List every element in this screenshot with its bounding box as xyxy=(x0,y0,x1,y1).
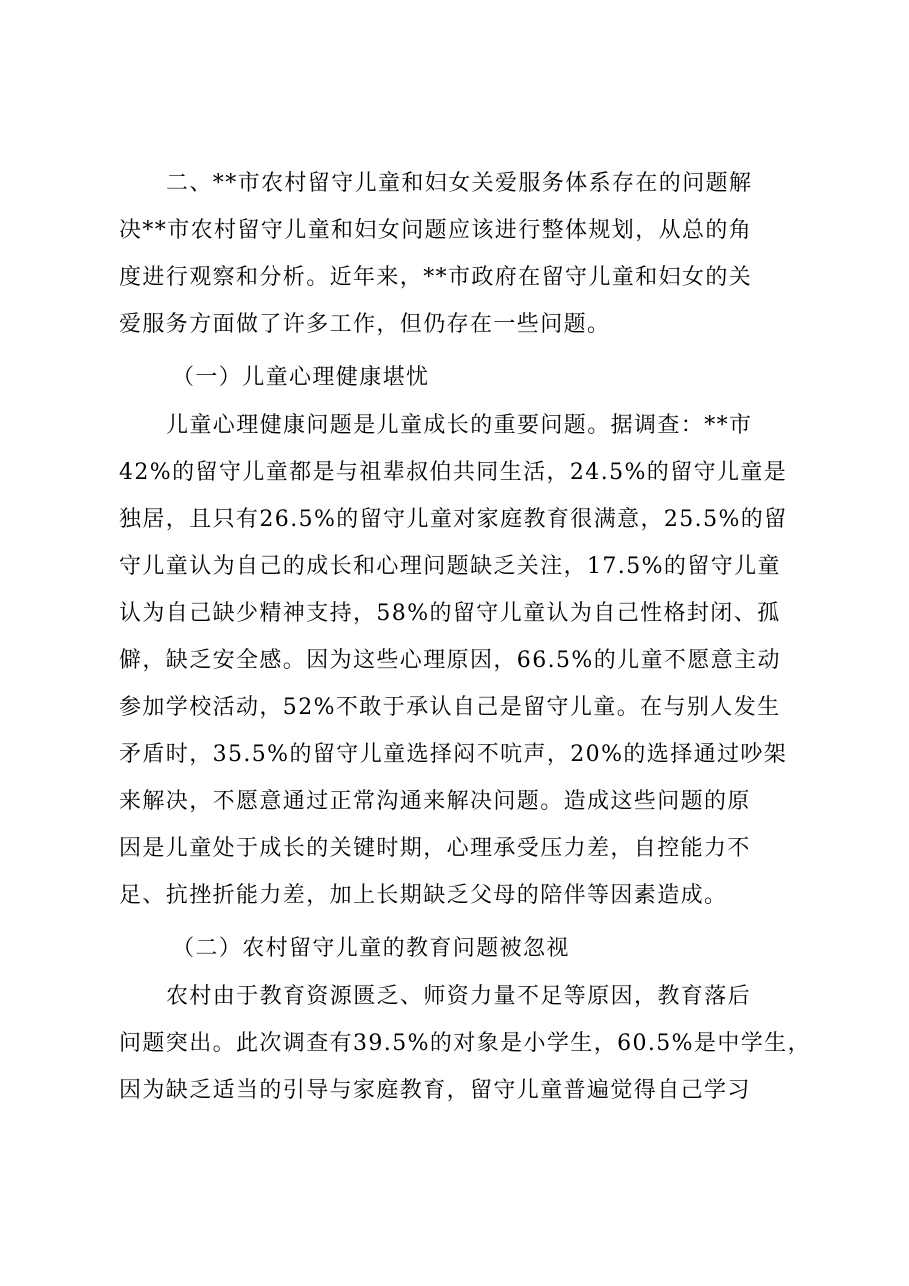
section-heading: （二）农村留守儿童的教育问题被忽视 xyxy=(172,936,570,961)
paragraph-line: 二、**市农村留守儿童和妇女关爱服务体系存在的问题解 xyxy=(166,171,753,196)
paragraph-line: 42%的留守儿童都是与祖辈叔伯共同生活，24.5%的留守儿童是 xyxy=(119,460,788,485)
paragraph-line: 问题突出。此次调查有39.5%的对象是小学生，60.5%是中学生， xyxy=(119,1031,811,1056)
paragraph-line: 因是儿童处于成长的关键时期，心理承受压力差，自控能力不 xyxy=(119,836,751,861)
paragraph-line: 农村由于教育资源匮乏、师资力量不足等原因，教育落后 xyxy=(166,984,752,1009)
paragraph-line: 守儿童认为自己的成长和心理问题缺乏关注，17.5%的留守儿童 xyxy=(119,554,781,579)
paragraph-line: 爱服务方面做了许多工作，但仍存在一些问题。 xyxy=(119,312,611,337)
paragraph-line: 僻，缺乏安全感。因为这些心理原因，66.5%的儿童不愿意主动 xyxy=(119,648,781,673)
paragraph-line: 度进行观察和分析。近年来，**市政府在留守儿童和妇女的关 xyxy=(119,265,753,290)
section-heading: （一）儿童心理健康堪忧 xyxy=(172,365,430,390)
paragraph-line: 矛盾时，35.5%的留守儿童选择闷不吭声，20%的选择通过吵架 xyxy=(119,742,788,767)
paragraph-line: 参加学校活动，52%不敢于承认自己是留守儿童。在与别人发生 xyxy=(119,695,781,720)
paragraph-line: 决**市农村留守儿童和妇女问题应该进行整体规划，从总的角 xyxy=(119,218,753,243)
paragraph-line: 儿童心理健康问题是儿童成长的重要问题。据调查：**市 xyxy=(166,413,753,438)
paragraph-line: 足、抗挫折能力差，加上长期缺乏父母的陪伴等因素造成。 xyxy=(119,883,728,908)
paragraph-line: 因为缺乏适当的引导与家庭教育，留守儿童普遍觉得自己学习 xyxy=(119,1078,751,1103)
paragraph-line: 独居，且只有26.5%的留守儿童对家庭教育很满意，25.5%的留 xyxy=(119,507,788,532)
paragraph-line: 来解决，不愿意通过正常沟通来解决问题。造成这些问题的原 xyxy=(119,789,751,814)
paragraph-line: 认为自己缺少精神支持，58%的留守儿童认为自己性格封闭、孤 xyxy=(119,601,781,626)
